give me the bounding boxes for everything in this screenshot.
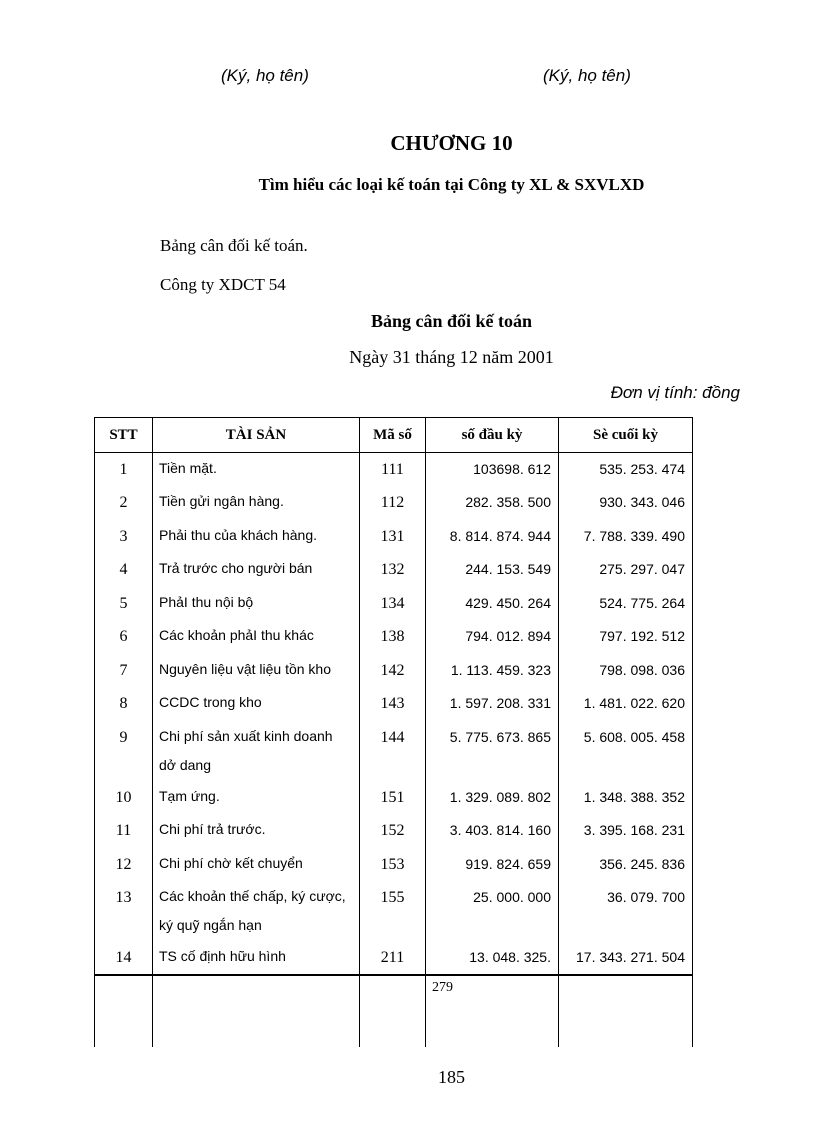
table-row	[95, 587, 693, 621]
cell-asset-name: Chi phí trả trước.	[153, 814, 360, 848]
cell-start-balance: 1. 113. 459. 323	[426, 654, 559, 688]
cell-code: 153	[360, 848, 426, 882]
table-row	[95, 620, 693, 654]
table-row	[95, 848, 693, 882]
table-row	[95, 881, 693, 941]
paragraph-company: Công ty XDCT 54	[160, 275, 286, 294]
table-header-row	[95, 418, 693, 453]
table-row	[95, 520, 693, 554]
cell-start-balance: 919. 824. 659	[426, 848, 559, 882]
cell-end-balance: 798. 098. 036	[559, 654, 693, 688]
cell-start-balance: 13. 048. 325.	[426, 941, 559, 975]
cell-end-balance: 5. 608. 005. 458	[559, 721, 693, 781]
cell-start-balance: 429. 450. 264	[426, 587, 559, 621]
cell-stt: 5	[95, 587, 153, 621]
cell-end-balance: 36. 079. 700	[559, 881, 693, 941]
cell-stt: 10	[95, 781, 153, 815]
cell-continuation-value: 279	[426, 975, 559, 1047]
cell-start-balance: 103698. 612	[426, 453, 559, 487]
cell-start-balance: 794. 012. 894	[426, 620, 559, 654]
cell-asset-name: Các khoản phảI thu khác	[153, 620, 360, 654]
cell-end-balance: 7. 788. 339. 490	[559, 520, 693, 554]
cell-code: 132	[360, 553, 426, 587]
cell-start-balance: 25. 000. 000	[426, 881, 559, 941]
cell-stt: 8	[95, 687, 153, 721]
header-stt: STT	[95, 418, 153, 453]
header-end-balance: Sè cuối kỳ	[559, 418, 693, 453]
cell-stt: 13	[95, 881, 153, 941]
cell-code: 134	[360, 587, 426, 621]
table-title: Bảng cân đối kế toán	[370, 311, 533, 331]
cell-stt: 6	[95, 620, 153, 654]
cell-start-balance: 1. 597. 208. 331	[426, 687, 559, 721]
unit-note: Đơn vị tính: đồng	[610, 383, 740, 402]
table-row	[95, 721, 693, 781]
cell-end-balance: 275. 297. 047	[559, 553, 693, 587]
cell-asset-name: Nguyên liệu vật liệu tồn kho	[153, 654, 360, 688]
cell-end-balance: 1. 481. 022. 620	[559, 687, 693, 721]
cell-stt: 9	[95, 721, 153, 781]
cell-asset-name: Chi phí chờ kết chuyển	[153, 848, 360, 882]
balance-sheet-table	[94, 417, 693, 1047]
cell-asset-name: Tạm ứng.	[153, 781, 360, 815]
table-row	[95, 654, 693, 688]
chapter-heading: CHƯƠNG 10	[390, 131, 513, 155]
cell-stt: 4	[95, 553, 153, 587]
cell-stt: 1	[95, 453, 153, 487]
cell-stt: 12	[95, 848, 153, 882]
cell-asset-name: Các khoản thế chấp, ký cược, ký quỹ ngắn hạn	[153, 881, 360, 941]
table-row	[95, 486, 693, 520]
cell-start-balance: 3. 403. 814. 160	[426, 814, 559, 848]
cell-stt: 14	[95, 941, 153, 975]
cell-empty	[559, 975, 693, 1047]
chapter-subtitle: Tìm hiểu các loại kế toán tại Công ty XL & SXVLXD	[258, 175, 645, 194]
cell-asset-name: Tiền mặt.	[153, 453, 360, 487]
cell-asset-name: PhảI thu nội bộ	[153, 587, 360, 621]
cell-end-balance: 535. 253. 474	[559, 453, 693, 487]
cell-stt: 3	[95, 520, 153, 554]
cell-end-balance: 797. 192. 512	[559, 620, 693, 654]
cell-code: 155	[360, 881, 426, 941]
cell-stt: 2	[95, 486, 153, 520]
cell-asset-name: CCDC trong kho	[153, 687, 360, 721]
cell-end-balance: 356. 245. 836	[559, 848, 693, 882]
paragraph-balance-sheet: Bảng cân đối kế toán.	[160, 236, 308, 255]
cell-empty	[95, 975, 153, 1047]
header-start-balance: số đầu kỳ	[426, 418, 559, 453]
cell-empty	[153, 975, 360, 1047]
cell-end-balance: 1. 348. 388. 352	[559, 781, 693, 815]
cell-start-balance: 5. 775. 673. 865	[426, 721, 559, 781]
cell-code: 144	[360, 721, 426, 781]
cell-end-balance: 930. 343. 046	[559, 486, 693, 520]
table-row	[95, 687, 693, 721]
header-code: Mã số	[360, 418, 426, 453]
cell-start-balance: 244. 153. 549	[426, 553, 559, 587]
cell-start-balance: 8. 814. 874. 944	[426, 520, 559, 554]
cell-code: 131	[360, 520, 426, 554]
table-row	[95, 781, 693, 815]
cell-stt: 11	[95, 814, 153, 848]
cell-start-balance: 282. 358. 500	[426, 486, 559, 520]
cell-code: 143	[360, 687, 426, 721]
cell-asset-name: Chi phí sản xuất kinh doanh dở dang	[153, 721, 360, 781]
table-row	[95, 453, 693, 487]
cell-end-balance: 17. 343. 271. 504	[559, 941, 693, 975]
cell-asset-name: Trả trước cho người bán	[153, 553, 360, 587]
cell-asset-name: Tiền gửi ngân hàng.	[153, 486, 360, 520]
cell-code: 138	[360, 620, 426, 654]
cell-asset-name: Phải thu của khách hàng.	[153, 520, 360, 554]
cell-code: 152	[360, 814, 426, 848]
table-continuation-row	[95, 975, 693, 1047]
cell-asset-name: TS cố định hữu hình	[153, 941, 360, 975]
cell-code: 142	[360, 654, 426, 688]
cell-stt: 7	[95, 654, 153, 688]
cell-code: 112	[360, 486, 426, 520]
table-row	[95, 814, 693, 848]
cell-code: 111	[360, 453, 426, 487]
table-row	[95, 553, 693, 587]
cell-code: 211	[360, 941, 426, 975]
table-row	[95, 941, 693, 975]
page-number: 185	[438, 1067, 465, 1087]
cell-code: 151	[360, 781, 426, 815]
header-asset: TÀI SẢN	[153, 418, 360, 453]
signature-label-left: (Ký, họ tên)	[221, 66, 309, 85]
cell-start-balance: 1. 329. 089. 802	[426, 781, 559, 815]
table-date: Ngày 31 tháng 12 năm 2001	[349, 347, 554, 367]
signature-label-right: (Ký, họ tên)	[543, 66, 631, 85]
cell-end-balance: 524. 775. 264	[559, 587, 693, 621]
cell-empty	[360, 975, 426, 1047]
cell-end-balance: 3. 395. 168. 231	[559, 814, 693, 848]
